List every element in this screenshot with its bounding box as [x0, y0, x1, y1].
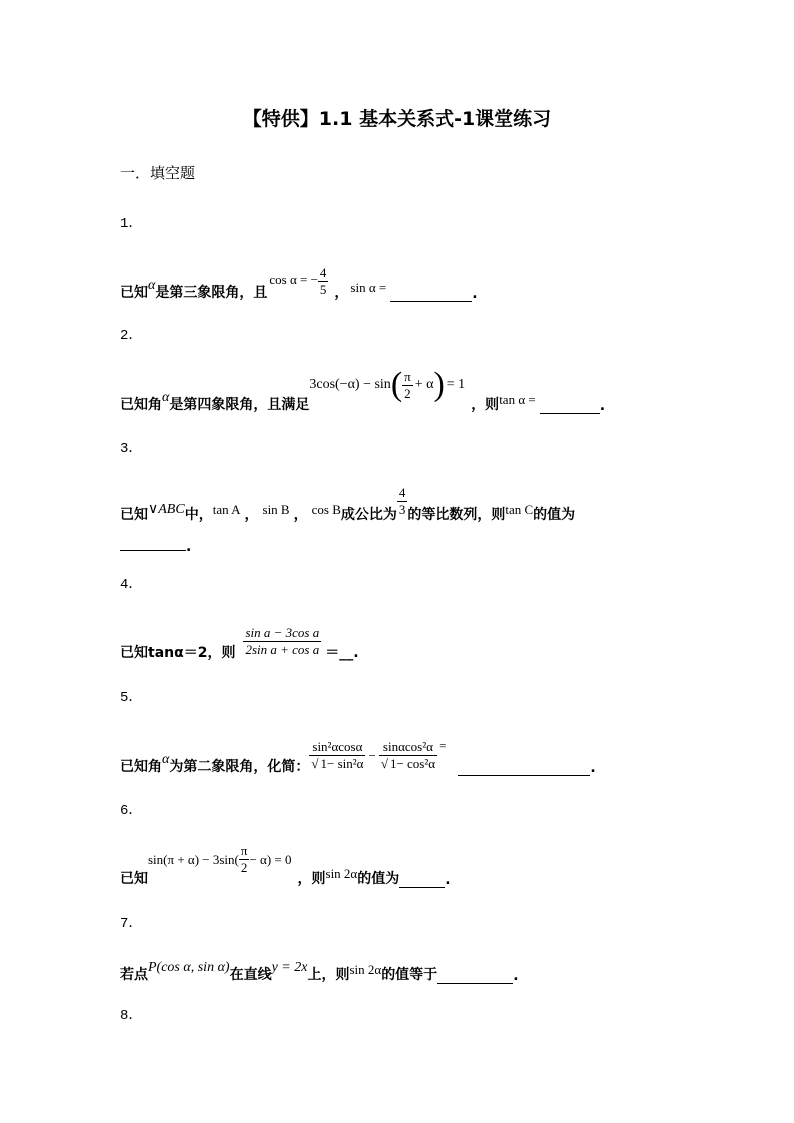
q2-fraction — [402, 369, 413, 402]
q3-text-value: 的值为 — [533, 507, 576, 523]
question-1 — [120, 252, 478, 302]
q5-answer-blank[interactable] — [458, 763, 590, 776]
q1-frac-num: 4 — [319, 265, 327, 280]
question-number: 3． — [120, 441, 143, 457]
question-number: 6． — [120, 803, 143, 819]
q2-frac-den: 2 — [404, 385, 411, 401]
page-title: 【特供】1.1 基本关系式-1课堂练习 — [242, 108, 552, 130]
q2-alpha: α — [162, 390, 170, 405]
q3-text-known: 已知 — [120, 507, 148, 523]
q1-text-quadrant: 是第三象限角，且 — [155, 285, 268, 301]
q3-tanC: tan C — [505, 502, 534, 517]
q7-text-then: 上，则 — [307, 967, 350, 983]
q2-answer-blank[interactable] — [540, 401, 600, 414]
q3-answer-line — [120, 536, 191, 555]
q3-sep-2: ， — [293, 507, 308, 523]
question-number: 1． — [120, 216, 143, 232]
q5-minus: − — [368, 747, 376, 763]
q2-then: ，则 — [471, 397, 500, 413]
q2-frac-num: π — [404, 368, 411, 384]
q2-right-paren: ) — [433, 366, 445, 403]
q7-point-expr: P(cos α, sin α) — [148, 960, 230, 975]
q2-tan-expr: tan α = — [499, 392, 536, 407]
q5-fraction-2 — [379, 739, 437, 772]
q3-answer-blank[interactable] — [120, 538, 186, 551]
question-5 — [120, 726, 596, 776]
q5-frac2-num: sinαcos²α — [382, 739, 433, 754]
q5-frac2-radicand: 1− cos²α — [389, 756, 436, 771]
q3-frac-den: 3 — [398, 502, 406, 517]
q6-eq-part-1: sin(π + α) − 3sin( — [148, 851, 239, 867]
q2-text-condition: 是第四象限角，且满足 — [169, 397, 310, 413]
q5-expression — [309, 739, 446, 772]
question-number: 8． — [120, 1008, 143, 1024]
question-number: 5． — [120, 690, 143, 706]
question-number: 7． — [120, 916, 143, 932]
q6-sin2a: sin 2α — [325, 866, 358, 881]
q6-period: . — [445, 872, 451, 888]
q5-equals: = — [439, 737, 447, 753]
q4-equals-blank: ＝__. — [325, 645, 359, 661]
question-number: 2． — [120, 328, 143, 344]
question-7 — [120, 950, 519, 984]
q1-answer-blank[interactable] — [390, 289, 472, 302]
q3-text-ratio: 成公比为 — [340, 507, 397, 523]
q6-fraction — [239, 843, 250, 876]
q1-sin-expr: sin α = — [350, 280, 387, 295]
q3-tanA: tan A — [212, 502, 241, 517]
q5-frac1-den: √ 1− sin²α — [311, 756, 364, 771]
q1-frac-den: 5 — [319, 282, 327, 297]
section-heading: 一．填空题 — [120, 164, 196, 182]
q3-triangle: ∨ABC — [148, 502, 185, 517]
q1-text-known: 已知 — [120, 285, 148, 301]
q6-equation — [148, 843, 292, 876]
q3-text-sequence: 的等比数列，则 — [407, 507, 506, 523]
q1-cos-expr: cos α = − — [269, 272, 318, 287]
q3-sinB: sin B — [262, 502, 290, 517]
q2-text-known: 已知角 — [120, 397, 162, 413]
q7-answer-blank[interactable] — [437, 971, 513, 984]
q3-frac-num: 4 — [398, 485, 406, 500]
q5-frac1-num: sin²αcosα — [312, 739, 363, 754]
q6-frac-num: π — [240, 843, 248, 858]
q1-fraction — [318, 265, 329, 298]
q5-period: . — [590, 760, 596, 776]
q3-cosB: cos B — [311, 502, 341, 517]
q7-period: . — [513, 968, 519, 984]
q1-comma: ， — [334, 285, 349, 301]
q4-frac-num: sin a − 3cos a — [245, 625, 320, 640]
q6-then: ，则 — [297, 871, 326, 887]
q2-period: . — [599, 398, 606, 414]
q5-frac1-radicand: 1− sin²α — [320, 756, 364, 771]
q7-sin2a: sin 2α — [349, 962, 382, 977]
q6-text-value: 的值为 — [357, 871, 400, 887]
q1-alpha: α — [148, 278, 156, 293]
q7-text-point: 若点 — [120, 967, 148, 983]
q4-fraction — [243, 625, 321, 658]
q2-plus-alpha: + α — [414, 377, 434, 392]
q2-eq-left: 3cos(−α) − sin — [309, 377, 391, 392]
q6-text-known: 已知 — [120, 871, 148, 887]
q6-frac-den: 2 — [240, 860, 248, 875]
q4-text-known: 已知tanα＝2，则 — [120, 645, 236, 661]
question-2 — [120, 362, 605, 414]
q6-answer-blank[interactable] — [399, 875, 445, 888]
q6-eq-part-2: − α) = 0 — [249, 851, 292, 867]
q2-eq-right: = 1 — [446, 377, 466, 392]
question-6 — [120, 840, 451, 888]
question-3 — [120, 476, 575, 524]
q2-equation — [309, 368, 465, 402]
q3-period: . — [186, 539, 192, 555]
q5-frac2-den: √ 1− cos²α — [380, 756, 436, 771]
q5-text-known: 已知角 — [120, 759, 162, 775]
q4-frac-den: 2sin a + cos a — [245, 642, 320, 657]
question-number: 4． — [120, 577, 143, 593]
q1-period: . — [472, 286, 478, 302]
q5-text-simplify: 为第二象限角，化简： — [169, 759, 310, 775]
q5-fraction-1 — [309, 739, 365, 772]
q3-text-in: 中， — [184, 507, 213, 523]
question-4 — [120, 614, 359, 662]
q2-left-paren: ( — [390, 366, 403, 403]
q7-line-expr: y = 2x — [271, 960, 308, 975]
q3-sep-1: ， — [244, 507, 259, 523]
q3-fraction — [397, 485, 408, 518]
q7-text-line: 在直线 — [229, 967, 272, 983]
q7-text-equals: 的值等于 — [381, 967, 438, 983]
q5-alpha: α — [162, 752, 170, 767]
